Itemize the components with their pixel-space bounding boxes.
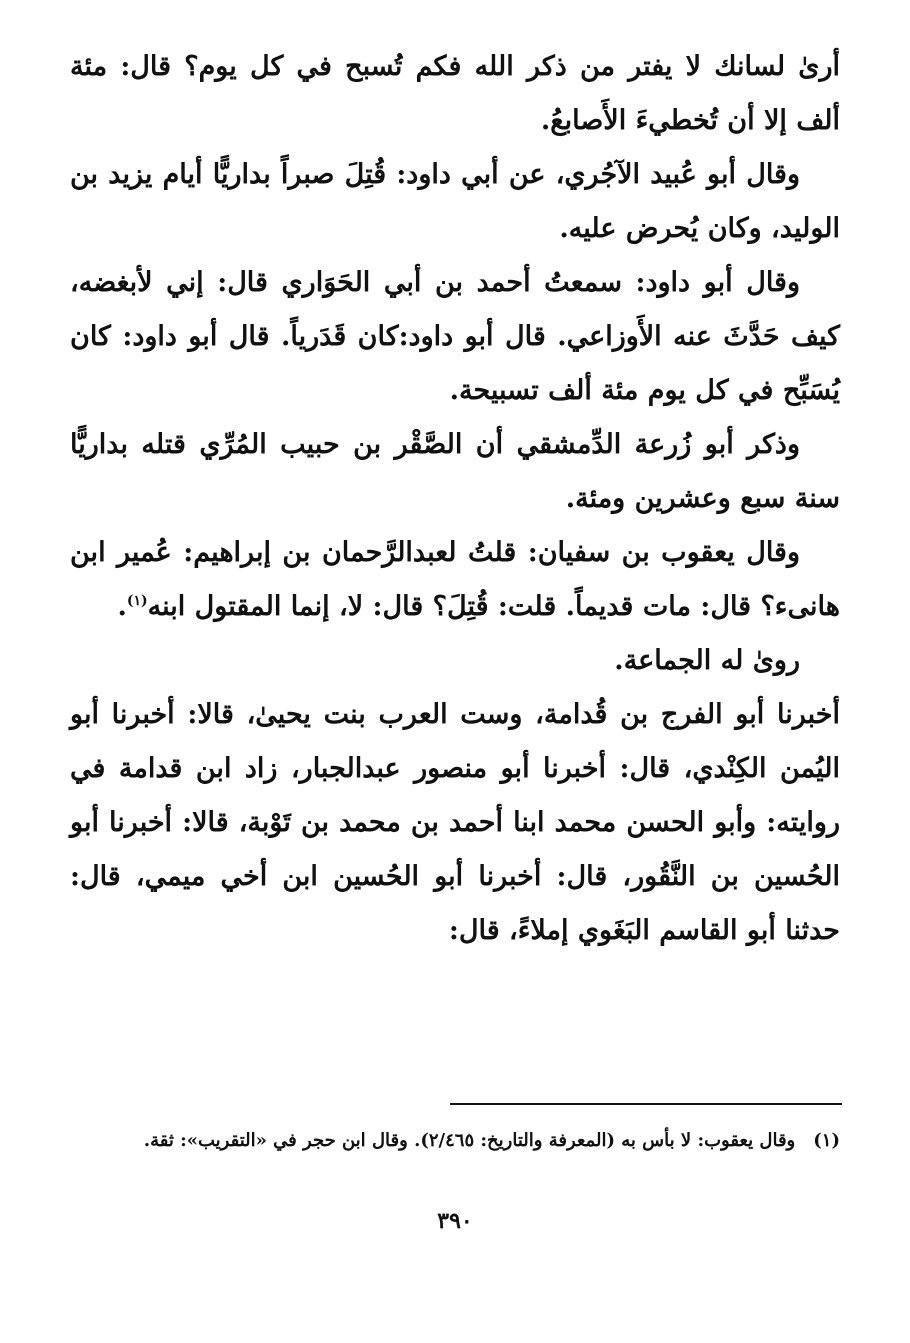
paragraph-4-text: وذكر أبو زُرعة الدِّمشقي أن الصَّقْر بن حبيب المُرِّي قتله بداريًّا سنة سبع وعشرين ومئة. bbox=[70, 429, 840, 514]
paragraph-3 bbox=[70, 256, 840, 418]
paragraph-6 bbox=[70, 634, 840, 688]
paragraph-3-text: وقال أبو داود: سمعتُ أحمد بن أبي الحَوَاري قال: إني لأبغضه، كيف حَدَّثَ عنه الأَوزاعي. قال أبو داود:كان قَدَرياً. قال أبو داود: كان يُسَبِّح في كل يوم مئة ألف تسبيحة. bbox=[70, 267, 840, 406]
paragraph-5-end: . bbox=[117, 591, 127, 622]
paragraph-7-text: أخبرنا أبو الفرج بن قُدامة، وست العرب بنت يحيىٰ، قالا: أخبرنا أبو اليُمن الكِنْدي، قال: أخبرنا أبو منصور عبدالجبار، زاد ابن قدامة في روايته: وأبو الحسن محمد ابنا أحمد بن محمد بن تَوْبة، قالا: أخبرنا أبو الحُسين بن النَّقُور، قال: أخبرنا أبو الحُسين ابن أخي ميمي، قال: حدثنا أبو القاسم البَغَوي إملاءً، قال: bbox=[70, 699, 840, 946]
paragraph-7 bbox=[70, 688, 840, 958]
paragraph-5 bbox=[70, 526, 840, 634]
footnote bbox=[70, 1125, 840, 1157]
page-number: ٣٩٠ bbox=[437, 1208, 473, 1234]
paragraph-6-text: روىٰ له الجماعة. bbox=[614, 645, 800, 676]
paragraph-1-text: أرىٰ لسانك لا يفتر من ذكر الله فكم تُسبح في كل يوم؟ قال: مئة ألف إلا أن تُخطيءَ الأَصابعُ. bbox=[70, 51, 840, 136]
main-text bbox=[70, 40, 840, 958]
paragraph-4 bbox=[70, 418, 840, 526]
footnote-number: (١) bbox=[813, 1130, 840, 1151]
footnote-reference[interactable]: (١) bbox=[126, 593, 148, 609]
paragraph-2-text: وقال أبو عُبيد الآجُري، عن أبي داود: قُتِلَ صبراً بداريًّا أيام يزيد بن الوليد، وكان يُحرض عليه. bbox=[70, 159, 840, 244]
footnote-separator bbox=[450, 1103, 842, 1105]
book-page bbox=[70, 40, 840, 1300]
paragraph-2 bbox=[70, 148, 840, 256]
paragraph-5-text: وقال يعقوب بن سفيان: قلتُ لعبدالرَّحمان بن إبراهيم: عُمير ابن هانىء؟ قال: مات قديماً. قلت: قُتِلَ؟ قال: لا، إنما المقتول ابنه bbox=[70, 537, 840, 622]
footnote-text: وقال يعقوب: لا بأس به (المعرفة والتاريخ: ٢/٤٦٥). وقال ابن حجر في «التقريب»: ثقة. bbox=[143, 1130, 796, 1151]
paragraph-1 bbox=[70, 40, 840, 148]
